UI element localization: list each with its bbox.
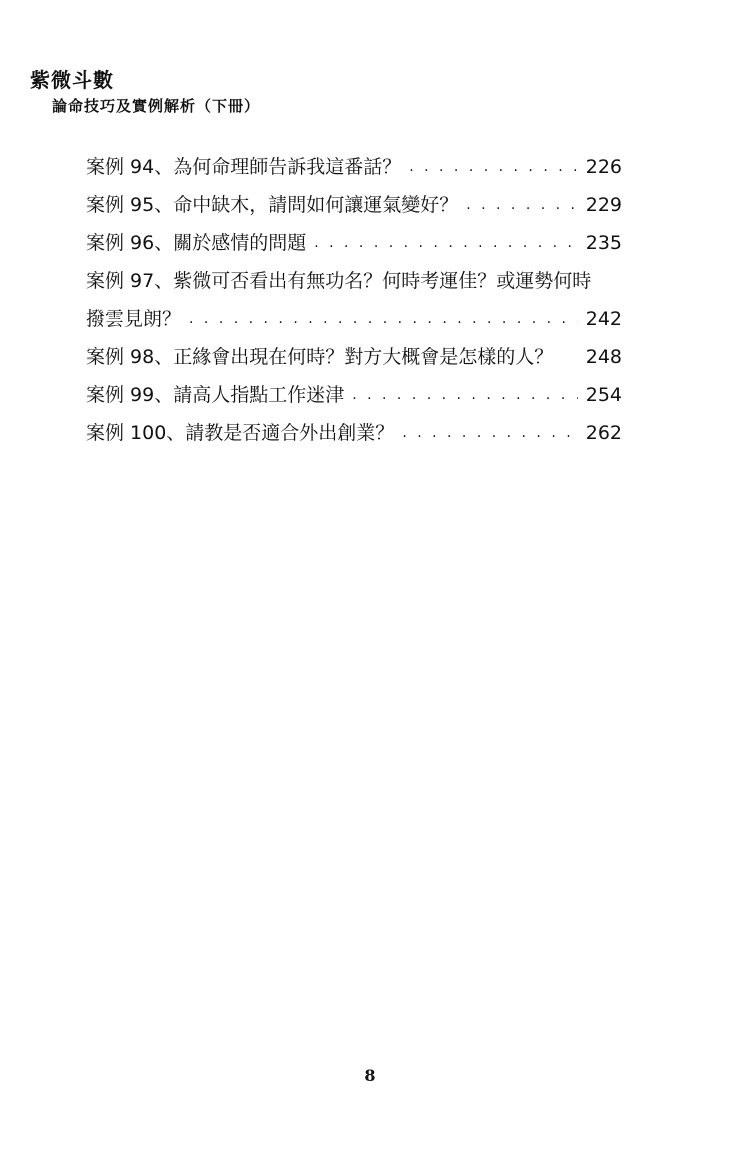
toc-entry-96[interactable]: [86, 224, 622, 262]
toc-entry-title: 案例 99、請高人指點工作迷津: [86, 384, 345, 406]
toc-entry-title-continued: 撥雲見朗？: [86, 308, 182, 330]
toc-dot-leader: [402, 414, 577, 452]
toc-entry-98[interactable]: [86, 338, 622, 376]
toc-entry-title: 案例 95、命中缺木，請問如何讓運氣變好？: [86, 194, 459, 216]
toc-entry-title: 案例 94、為何命理師告訴我這番話？: [86, 156, 402, 178]
page-number: 8: [364, 1066, 376, 1085]
toc-entry-title: 案例 98、正緣會出現在何時？對方大概會是怎樣的人？: [86, 346, 554, 368]
toc-dot-leader: [466, 186, 578, 224]
toc-entry-99[interactable]: [86, 376, 622, 414]
toc-entry-97-line1[interactable]: [86, 262, 622, 300]
toc-entry-97-line2[interactable]: [86, 300, 622, 338]
toc-entry-page: 262: [585, 422, 622, 444]
toc-entry-page: 229: [585, 194, 622, 216]
toc-dot-leader: [409, 148, 578, 186]
toc-entry-title: 案例 96、關於感情的問題: [86, 232, 307, 254]
toc-entry-page: 248: [585, 346, 622, 368]
book-title: 紫微斗數: [30, 68, 114, 92]
toc-entry-95[interactable]: [86, 186, 622, 224]
toc-entry-page: 254: [585, 384, 622, 406]
toc-entry-94[interactable]: [86, 148, 622, 186]
toc-dot-leader: [189, 300, 578, 338]
toc-entry-100[interactable]: [86, 414, 622, 452]
toc-entry-page: 242: [585, 308, 622, 330]
table-of-contents: [86, 148, 622, 452]
book-subtitle: 論命技巧及實例解析（下冊）: [52, 97, 261, 115]
toc-entry-page: 235: [585, 232, 622, 254]
toc-entry-page: 226: [585, 156, 622, 178]
toc-entry-title: 案例 97、紫微可否看出有無功名？何時考運佳？或運勢何時: [86, 270, 592, 292]
toc-dot-leader: [314, 224, 578, 262]
toc-entry-title: 案例 100、請教是否適合外出創業？: [86, 422, 395, 444]
toc-dot-leader: [352, 376, 578, 414]
